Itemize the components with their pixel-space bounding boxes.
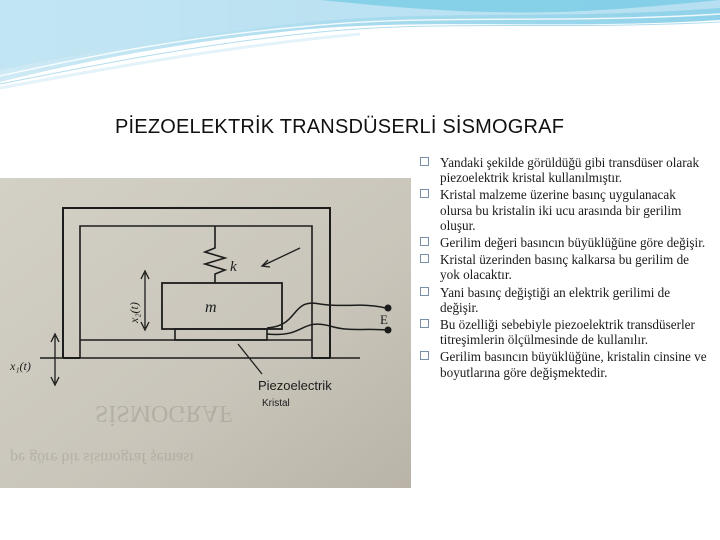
svg-text:SİSMOGRAF: SİSMOGRAF xyxy=(95,400,233,426)
bullet-box-icon xyxy=(420,157,429,166)
crystal-label-1: Piezoelectrik xyxy=(258,378,332,393)
bullet-item: Kristal üzerinden basınç kalkarsa bu gerilim de yok olacaktır. xyxy=(418,252,708,282)
x1-label: x₁(t) xyxy=(10,359,31,373)
bullet-box-icon xyxy=(420,287,429,296)
bullet-item: Yani basınç değiştiği an elektrik gerilimi de değişir. xyxy=(418,285,708,315)
bullet-item: Bu özelliği sebebiyle piezoelektrik transdüserler titreşimlerin ölçülmesinde de kullanılır. xyxy=(418,317,708,347)
bullet-item: Gerilim basıncın büyüklüğüne, kristalin cinsine ve boyutlarına göre değişmektedir. xyxy=(418,349,708,379)
bullet-box-icon xyxy=(420,189,429,198)
x2-label: x₂(t) xyxy=(127,302,141,323)
bullet-box-icon xyxy=(420,319,429,328)
decorative-wave-banner xyxy=(0,0,720,90)
bullet-box-icon xyxy=(420,351,429,360)
seismograph-diagram-photo xyxy=(0,178,411,488)
slide-title: PİEZOELEKTRİK TRANSDÜSERLİ SİSMOGRAF xyxy=(115,116,565,138)
bullet-item: Gerilim değeri basıncın büyüklüğüne göre değişir. xyxy=(418,235,708,250)
bullet-list xyxy=(418,155,708,382)
bullet-box-icon xyxy=(420,237,429,246)
crystal-label-2: Kristal xyxy=(262,398,290,409)
mass-label: m xyxy=(205,299,217,316)
bullet-item: Yandaki şekilde görüldüğü gibi transdüser olarak piezoelektrik kristal kullanılmıştır. xyxy=(418,155,708,185)
bullet-box-icon xyxy=(420,254,429,263)
svg-text:pe göre bir sismograf şeması: pe göre bir sismograf şeması xyxy=(10,449,194,466)
bullet-item: Kristal malzeme üzerine basınç uygulanacak olursa bu kristalin iki ucu arasında bir gerilim oluşur. xyxy=(418,187,708,233)
spring-label: k xyxy=(230,259,237,275)
output-label: E xyxy=(380,312,388,327)
